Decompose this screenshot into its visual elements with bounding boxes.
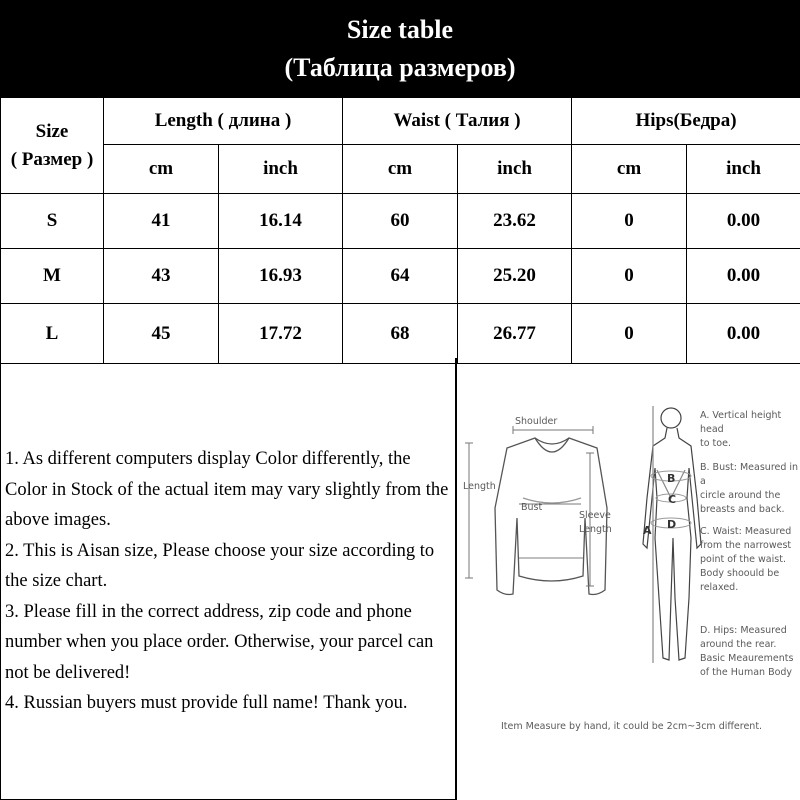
title-banner <box>0 0 800 97</box>
note-line: number when you place order. Otherwise, your parcel can <box>5 632 434 652</box>
note-line: 2. This is Aisan size, Please choose your size according to <box>5 540 435 561</box>
legend-line: of the Human Body <box>700 667 793 678</box>
value-cell: 64 <box>343 249 458 304</box>
legend-line: breasts and back. <box>700 504 785 515</box>
value-cell: 0.00 <box>687 304 800 364</box>
table-row <box>1 249 800 304</box>
group-header-hips: Hips(Бедра) <box>572 98 800 145</box>
legend-line: circle around the <box>700 490 781 501</box>
note-line: above images. <box>5 510 111 530</box>
letter-a: A <box>643 524 652 537</box>
notes-panel <box>0 358 456 800</box>
legend-c <box>700 525 791 595</box>
legend-d <box>700 624 793 680</box>
legend-line: from the narrowest <box>700 540 792 551</box>
value-cell: 26.77 <box>458 304 572 364</box>
title-russian: (Таблица размеров) <box>284 53 516 82</box>
value-cell: 0 <box>572 194 687 249</box>
value-cell: 17.72 <box>219 304 343 364</box>
note-line: Color in Stock of the actual item may vary slightly from the <box>5 479 449 500</box>
size-cell: L <box>1 304 104 364</box>
value-cell: 25.20 <box>458 249 572 304</box>
note-line: the size chart. <box>5 571 108 591</box>
value-cell: 0 <box>572 304 687 364</box>
value-cell: 0.00 <box>687 249 800 304</box>
table-group-header <box>1 98 800 145</box>
legend-line: relaxed. <box>700 582 739 593</box>
table-unit-header <box>1 145 800 194</box>
legend-line: point of the waist. <box>700 554 786 565</box>
shoulder-label: Shoulder <box>515 416 558 427</box>
size-header-cell <box>1 98 104 194</box>
value-cell: 0 <box>572 249 687 304</box>
value-cell: 60 <box>343 194 458 249</box>
note-line: not be delivered! <box>5 662 131 683</box>
legend-line: to toe. <box>700 438 731 449</box>
unit-cell: inch <box>219 145 343 194</box>
legend-line: around the rear. <box>700 639 777 650</box>
table-row <box>1 194 800 249</box>
title-english: Size table <box>346 15 454 44</box>
legend-line: D. Hips: Measured <box>700 625 787 636</box>
letter-d: D <box>667 518 677 531</box>
size-header-en: Size <box>35 120 69 142</box>
value-cell: 41 <box>104 194 219 249</box>
legend-line: Basic Meaurements <box>700 653 794 664</box>
value-cell: 0.00 <box>687 194 800 249</box>
table-row <box>1 304 800 364</box>
value-cell: 23.62 <box>458 194 572 249</box>
sleeve-label-line: Sleeve <box>579 510 611 521</box>
group-header-length: Length ( длина ) <box>104 98 343 145</box>
letter-b: B <box>667 472 676 485</box>
diagram-footer: Item Measure by hand, it could be 2cm~3cm different. <box>501 721 763 732</box>
unit-cell: cm <box>104 145 219 194</box>
length-label: Length <box>463 481 496 492</box>
value-cell: 45 <box>104 304 219 364</box>
legend-b <box>700 461 800 517</box>
sleeve-label <box>579 509 612 537</box>
value-cell: 68 <box>343 304 458 364</box>
note-line: 4. Russian buyers must provide full name! Thank you. <box>5 693 408 713</box>
note-line: 3. Please fill in the correct address, zip code and phone <box>5 601 412 622</box>
size-header-ru: ( Размер ) <box>10 148 94 170</box>
legend-line: Body shoould be <box>700 568 780 579</box>
bust-label: Bust <box>521 502 543 513</box>
unit-cell: cm <box>572 145 687 194</box>
sleeve-label-line: Length <box>579 524 612 535</box>
note-line: 1. As different computers display Color differently, the <box>5 449 411 469</box>
unit-cell: inch <box>687 145 800 194</box>
measurement-diagram <box>456 358 800 800</box>
size-table <box>0 97 800 364</box>
group-header-waist: Waist ( Талия ) <box>343 98 572 145</box>
size-cell: M <box>1 249 104 304</box>
legend-line: B. Bust: Measured in a <box>700 462 799 487</box>
legend-a <box>700 409 800 451</box>
value-cell: 43 <box>104 249 219 304</box>
value-cell: 16.93 <box>219 249 343 304</box>
value-cell: 16.14 <box>219 194 343 249</box>
size-cell: S <box>1 194 104 249</box>
legend-line: C. Waist: Measured <box>700 526 792 537</box>
letter-c: C <box>668 493 677 506</box>
unit-cell: inch <box>458 145 572 194</box>
unit-cell: cm <box>343 145 458 194</box>
legend-line: A. Vertical height head <box>700 410 782 435</box>
